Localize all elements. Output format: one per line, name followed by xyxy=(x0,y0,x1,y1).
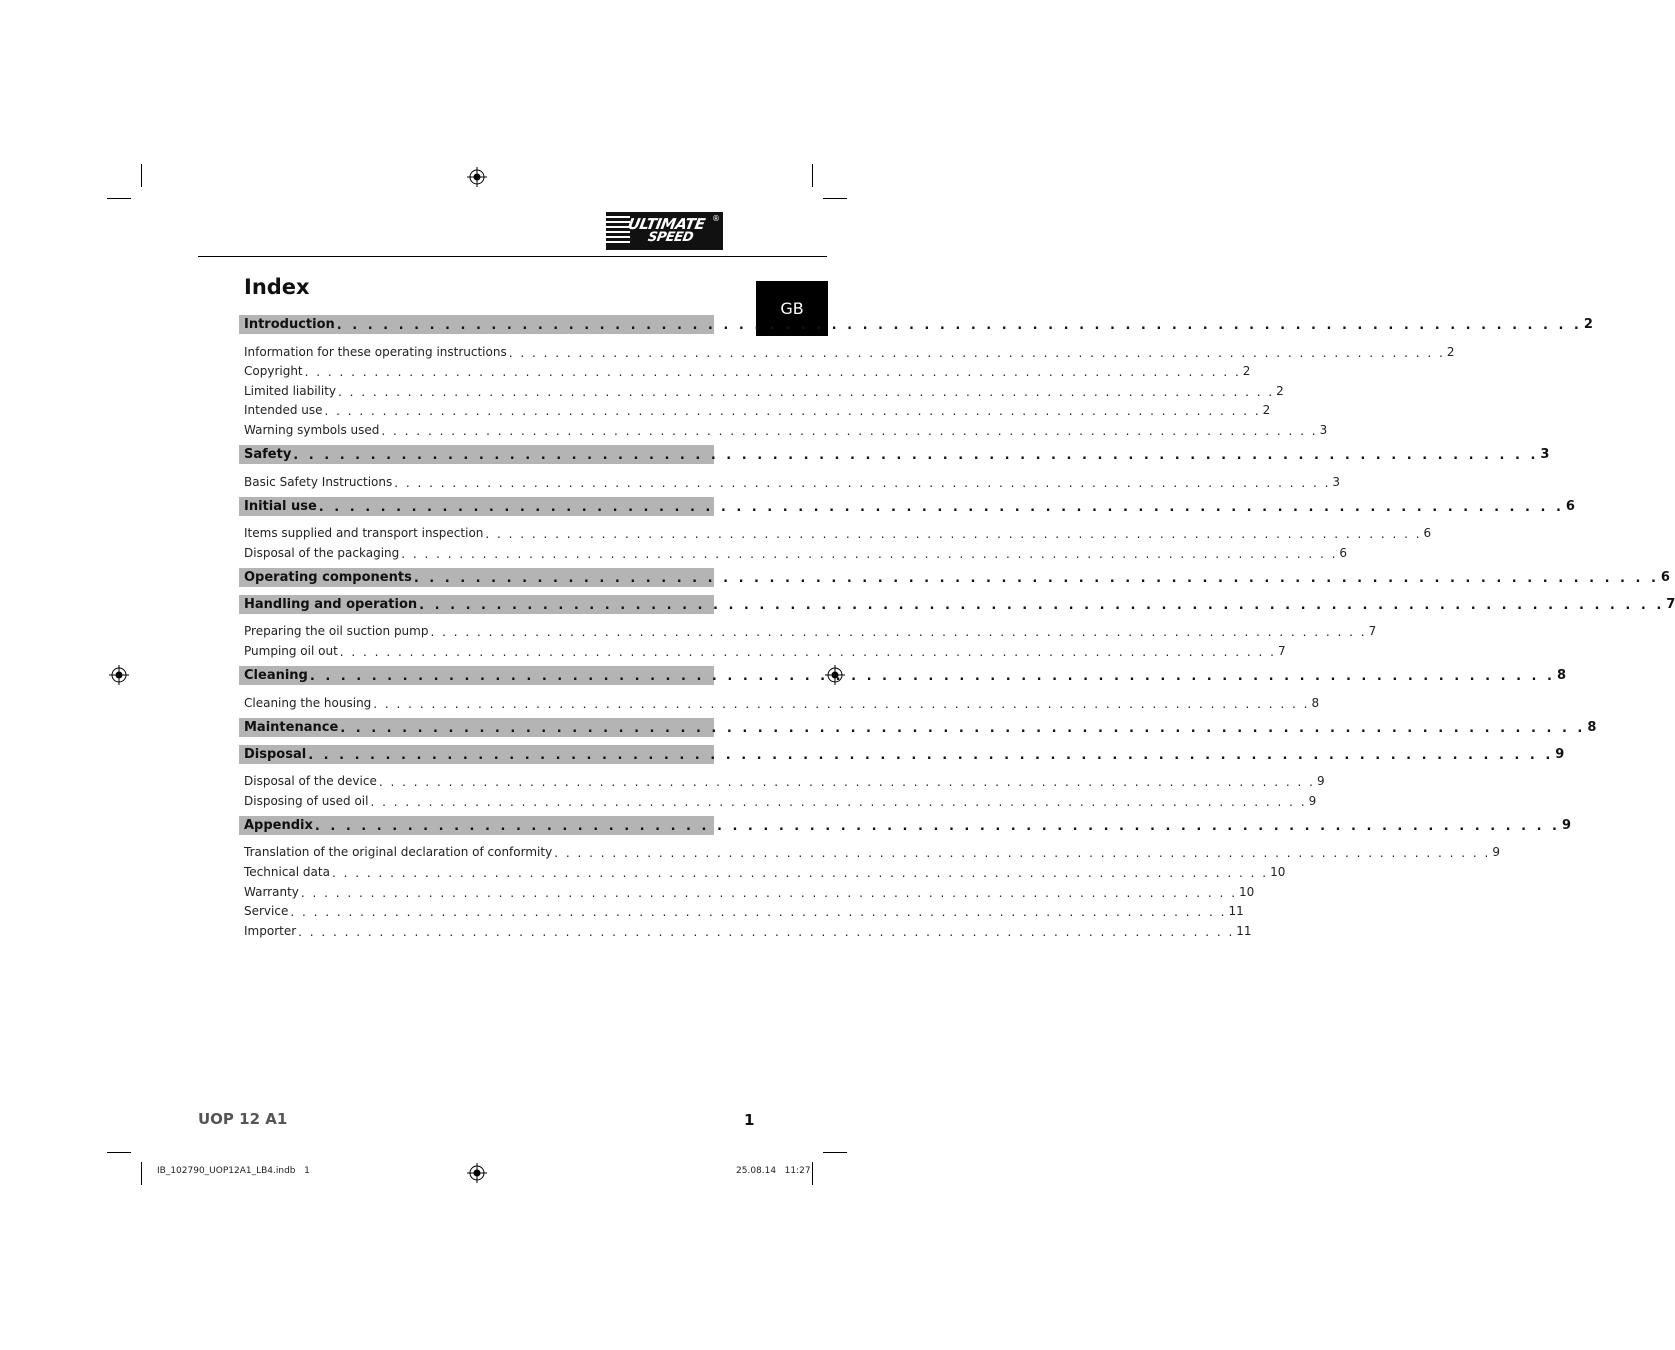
dot-leader: . . . . . . . . . . . . . . . . . . . . . . . . . . . . . . . . . . . . . . . . . . . . . . . . . . . . . . . . . . . . . . . . . . . . . . . . . . . . . . . . . xyxy=(430,625,1367,640)
section-page: 8 xyxy=(1587,719,1597,735)
section-title: Initial use xyxy=(244,498,317,514)
logo-text-line1: ULTIMATE xyxy=(626,215,707,233)
dot-leader: . . . . . . . . . . . . . . . . . . . . . . . . . . . . . . . . . . . . . . . . . . . . . . . . . . . . . . . . . . . . . . . . . . . . . . . . . . . . . . . . . xyxy=(308,747,1554,763)
dot-leader: . . . . . . . . . . . . . . . . . . . . . . . . . . . . . . . . . . . . . . . . . . . . . . . . . . . . . . . . . . . . . . . . . . . . . . . . . . . . . . . . . xyxy=(324,404,1261,419)
toc-section xyxy=(239,745,1565,809)
toc-section-heading xyxy=(239,445,1550,464)
section-page: 7 xyxy=(1666,596,1675,612)
section-title: Safety xyxy=(244,446,292,462)
toc-entry xyxy=(244,540,1348,561)
entry-page: 2 xyxy=(1262,403,1271,418)
crop-mark xyxy=(107,198,131,199)
toc-section xyxy=(239,816,1572,939)
entry-page: 9 xyxy=(1308,793,1317,808)
toc-entries xyxy=(239,516,1432,561)
entry-page: 11 xyxy=(1236,923,1252,938)
section-title: Handling and operation xyxy=(244,596,418,612)
entry-label: Disposal of the device xyxy=(244,774,377,789)
toc-section xyxy=(239,595,1675,659)
entry-label: Disposal of the packaging xyxy=(244,545,400,560)
entry-label: Disposing of used oil xyxy=(244,793,369,808)
page-title: Index xyxy=(244,275,310,299)
entry-label: Preparing the oil suction pump xyxy=(244,624,429,639)
crop-mark xyxy=(812,164,813,187)
entry-page: 3 xyxy=(1319,422,1328,437)
toc-entry xyxy=(244,398,1271,419)
logo-text-line2: SPEED xyxy=(646,230,695,245)
toc-section xyxy=(239,315,1593,438)
toc-entry xyxy=(244,359,1251,380)
crop-mark xyxy=(107,1152,131,1153)
section-title: Maintenance xyxy=(244,719,339,735)
toc-section-heading xyxy=(239,745,1565,764)
toc-entry xyxy=(244,378,1284,399)
dot-leader: . . . . . . . . . . . . . . . . . . . . . . . . . . . . . . . . . . . . . . . . . . . . . . . . . . . . . . . . . . . . . . . . . . . . . . . . . . . . . . . . . xyxy=(298,924,1235,939)
date-slug: 25.08.14 11:27 xyxy=(736,1166,811,1176)
toc-entry xyxy=(244,638,1286,659)
toc-entries xyxy=(239,764,1325,809)
toc-entry xyxy=(244,840,1500,861)
toc-section xyxy=(239,718,1597,737)
header-rule xyxy=(198,256,827,257)
dot-leader: . . . . . . . . . . . . . . . . . . . . . . . . . . . . . . . . . . . . . . . . . . . . . . . . . . . . . . . . . . . . . . . . . . . . . . . . . . . . . . . . . xyxy=(373,696,1310,711)
language-tab: GB xyxy=(756,281,828,336)
dot-leader: . . . . . . . . . . . . . . . . . . . . . . . . . . . . . . . . . . . . . . . . . . . . . . . . . . . . . . . . . . . . . . . . . . . . . . . . . . . . . . . . . xyxy=(485,527,1422,542)
toc-section xyxy=(239,497,1575,561)
toc-entry xyxy=(244,339,1455,360)
dot-leader: . . . . . . . . . . . . . . . . . . . . . . . . . . . . . . . . . . . . . . . . . . . . . . . . . . . . . . . . . . . . . . . . . . . . . . . . . . . . . . . . . xyxy=(419,597,1665,613)
registration-mark-icon xyxy=(109,665,129,685)
crop-mark xyxy=(812,1162,813,1185)
dot-leader: . . . . . . . . . . . . . . . . . . . . . . . . . . . . . . . . . . . . . . . . . . . . . . . . . . . . . . . . . . . . . . . . . . . . . . . . . . . . . . . . . xyxy=(314,818,1560,834)
section-page: 3 xyxy=(1540,446,1550,462)
dot-leader: . . . . . . . . . . . . . . . . . . . . . . . . . . . . . . . . . . . . . . . . . . . . . . . . . . . . . . . . . . . . . . . . . . . . . . . . . . . . . . . . . xyxy=(381,423,1318,438)
dot-leader: . . . . . . . . . . . . . . . . . . . . . . . . . . . . . . . . . . . . . . . . . . . . . . . . . . . . . . . . . . . . . . . . . . . . . . . . . . . . . . . . . xyxy=(378,775,1315,790)
toc-section-heading xyxy=(239,666,1566,685)
brand-logo xyxy=(606,212,723,250)
toc-entry xyxy=(244,788,1317,809)
dot-leader: . . . . . . . . . . . . . . . . . . . . . . . . . . . . . . . . . . . . . . . . . . . . . . . . . . . . . . . . . . . . . . . . . . . . . . . . . . . . . . . . . xyxy=(339,644,1276,659)
crop-mark xyxy=(823,198,847,199)
section-title: Cleaning xyxy=(244,667,308,683)
entry-label: Warning symbols used xyxy=(244,422,380,437)
toc-entry xyxy=(244,859,1286,880)
file-slug: IB_102790_UOP12A1_LB4.indb 1 xyxy=(157,1166,310,1176)
registration-mark-icon xyxy=(467,1163,487,1183)
section-title: Disposal xyxy=(244,746,307,762)
entry-label: Service xyxy=(244,904,289,919)
entry-page: 7 xyxy=(1368,624,1377,639)
dot-leader: . . . . . . . . . . . . . . . . . . . . . . . . . . . . . . . . . . . . . . . . . . . . . . . . . . . . . . . . . . . . . . . . . . . . . . . . . . . . . . . . . xyxy=(394,475,1331,490)
dot-leader: . . . . . . . . . . . . . . . . . . . . . . . . . . . . . . . . . . . . . . . . . . . . . . . . . . . . . . . . . . . . . . . . . . . . . . . . . . . . . . . . . xyxy=(336,318,1582,333)
entry-page: 6 xyxy=(1423,526,1432,541)
entry-label: Importer xyxy=(244,923,297,938)
model-number: UOP 12 A1 xyxy=(198,1110,288,1128)
section-title: Introduction xyxy=(244,317,335,332)
entry-label: Items supplied and transport inspection xyxy=(244,526,484,541)
entry-page: 6 xyxy=(1339,545,1348,560)
toc-section-heading xyxy=(239,718,1597,737)
dot-leader: . . . . . . . . . . . . . . . . . . . . . . . . . . . . . . . . . . . . . . . . . . . . . . . . . . . . . . . . . . . . . . . . . . . . . . . . . . . . . . . . . xyxy=(338,384,1275,399)
toc-entry xyxy=(244,690,1320,711)
entry-page: 9 xyxy=(1316,774,1325,789)
entry-page: 7 xyxy=(1277,643,1286,658)
toc-section xyxy=(239,666,1566,711)
section-page: 9 xyxy=(1562,817,1572,833)
entry-page: 3 xyxy=(1332,474,1341,489)
dot-leader: . . . . . . . . . . . . . . . . . . . . . . . . . . . . . . . . . . . . . . . . . . . . . . . . . . . . . . . . . . . . . . . . . . . . . . . . . . . . . . . . . xyxy=(401,546,1338,561)
entry-label: Intended use xyxy=(244,403,323,418)
dot-leader: . . . . . . . . . . . . . . . . . . . . . . . . . . . . . . . . . . . . . . . . . . . . . . . . . . . . . . . . . . . . . . . . . . . . . . . . . . . . . . . . . xyxy=(290,905,1227,920)
dot-leader: . . . . . . . . . . . . . . . . . . . . . . . . . . . . . . . . . . . . . . . . . . . . . . . . . . . . . . . . . . . . . . . . . . . . . . . . . . . . . . . . . xyxy=(293,447,1539,463)
toc-entries xyxy=(239,464,1341,490)
toc-entry xyxy=(244,918,1252,939)
toc-section-heading xyxy=(239,816,1572,835)
entry-label: Limited liability xyxy=(244,383,337,398)
dot-leader: . . . . . . . . . . . . . . . . . . . . . . . . . . . . . . . . . . . . . . . . . . . . . . . . . . . . . . . . . . . . . . . . . . . . . . . . . . . . . . . . . xyxy=(340,720,1586,736)
crop-mark xyxy=(141,164,142,187)
toc-entry xyxy=(244,469,1341,490)
registration-mark-icon xyxy=(467,167,487,187)
toc-section xyxy=(239,568,1670,587)
toc-entry xyxy=(244,879,1255,900)
entry-page: 10 xyxy=(1270,864,1286,879)
entry-label: Basic Safety Instructions xyxy=(244,474,393,489)
entry-label: Translation of the original declaration of conformity xyxy=(244,845,553,860)
section-page: 9 xyxy=(1555,746,1565,762)
toc-section-heading xyxy=(239,497,1575,516)
section-page: 2 xyxy=(1583,317,1593,332)
page-number: 1 xyxy=(744,1111,755,1129)
dot-leader: . . . . . . . . . . . . . . . . . . . . . . . . . . . . . . . . . . . . . . . . . . . . . . . . . . . . . . . . . . . . . . . . . . . . . . . . . . . . . . . . . xyxy=(413,570,1659,586)
crop-mark xyxy=(823,1152,847,1153)
toc-entries xyxy=(239,334,1455,438)
entry-page: 8 xyxy=(1311,695,1320,710)
entry-label: Pumping oil out xyxy=(244,643,338,658)
section-title: Operating components xyxy=(244,569,412,585)
toc-entries xyxy=(239,614,1377,659)
toc-section-heading xyxy=(239,595,1675,614)
crop-mark xyxy=(141,1162,142,1185)
toc-entry xyxy=(244,521,1432,542)
entry-page: 2 xyxy=(1242,364,1251,379)
toc-entries xyxy=(239,685,1320,711)
toc-entry xyxy=(244,899,1244,920)
section-page: 6 xyxy=(1565,498,1575,514)
dot-leader: . . . . . . . . . . . . . . . . . . . . . . . . . . . . . . . . . . . . . . . . . . . . . . . . . . . . . . . . . . . . . . . . . . . . . . . . . . . . . . . . . xyxy=(508,345,1445,360)
entry-page: 2 xyxy=(1446,344,1455,359)
toc-section-heading xyxy=(239,568,1670,587)
table-of-contents xyxy=(239,315,1675,946)
entry-page: 9 xyxy=(1492,845,1500,860)
entry-page: 10 xyxy=(1239,884,1255,899)
dot-leader: . . . . . . . . . . . . . . . . . . . . . . . . . . . . . . . . . . . . . . . . . . . . . . . . . . . . . . . . . . . . . . . . . . . . . . . . . . . . . . . . . xyxy=(300,885,1238,900)
entry-label: Information for these operating instructions xyxy=(244,344,507,359)
toc-section xyxy=(239,445,1550,490)
entry-label: Technical data xyxy=(244,864,330,879)
entry-label: Cleaning the housing xyxy=(244,695,372,710)
dot-leader: . . . . . . . . . . . . . . . . . . . . . . . . . . . . . . . . . . . . . . . . . . . . . . . . . . . . . . . . . . . . . . . . . . . . . . . . . . . . . . . . . xyxy=(331,865,1269,880)
dot-leader: . . . . . . . . . . . . . . . . . . . . . . . . . . . . . . . . . . . . . . . . . . . . . . . . . . . . . . . . . . . . . . . . . . . . . . . . . . . . . . . . . xyxy=(554,846,1491,861)
dot-leader: . . . . . . . . . . . . . . . . . . . . . . . . . . . . . . . . . . . . . . . . . . . . . . . . . . . . . . . . . . . . . . . . . . . . . . . . . . . . . . . . . xyxy=(309,668,1555,684)
toc-entries xyxy=(239,835,1500,939)
section-page: 8 xyxy=(1556,667,1566,683)
section-page: 6 xyxy=(1660,569,1670,585)
dot-leader: . . . . . . . . . . . . . . . . . . . . . . . . . . . . . . . . . . . . . . . . . . . . . . . . . . . . . . . . . . . . . . . . . . . . . . . . . . . . . . . . . xyxy=(318,499,1564,515)
entry-label: Copyright xyxy=(244,364,303,379)
toc-entry xyxy=(244,769,1325,790)
entry-label: Warranty xyxy=(244,884,299,899)
toc-entry xyxy=(244,417,1328,438)
toc-section-heading xyxy=(239,315,1593,334)
dot-leader: . . . . . . . . . . . . . . . . . . . . . . . . . . . . . . . . . . . . . . . . . . . . . . . . . . . . . . . . . . . . . . . . . . . . . . . . . . . . . . . . . xyxy=(304,365,1241,380)
section-title: Appendix xyxy=(244,817,313,833)
logo-trademark: ® xyxy=(712,214,720,223)
entry-page: 2 xyxy=(1276,383,1284,398)
toc-entry xyxy=(244,619,1377,640)
entry-page: 11 xyxy=(1228,904,1244,919)
dot-leader: . . . . . . . . . . . . . . . . . . . . . . . . . . . . . . . . . . . . . . . . . . . . . . . . . . . . . . . . . . . . . . . . . . . . . . . . . . . . . . . . . xyxy=(370,794,1307,809)
